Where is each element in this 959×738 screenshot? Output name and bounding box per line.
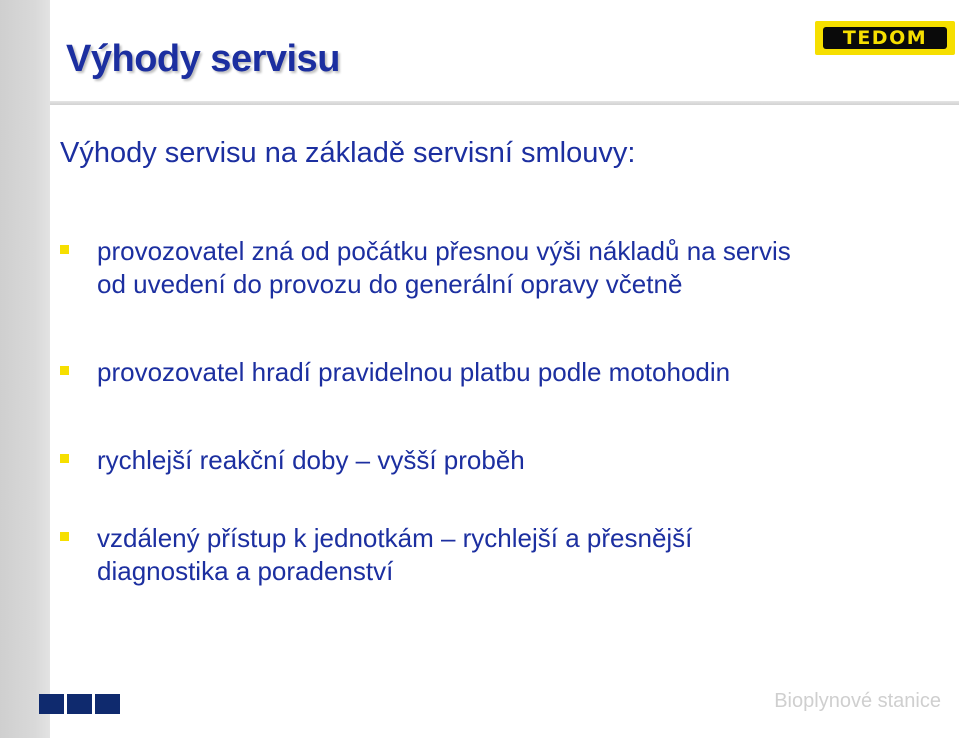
footer-square-icon	[39, 694, 64, 714]
square-bullet-icon	[60, 532, 69, 541]
footer-squares-decoration	[39, 694, 120, 714]
bullet-text: provozovatel zná od počátku přesnou výši nákladů na servis od uvedení do provozu do generální opravy včetně	[97, 236, 791, 299]
logo-text: TEDOM	[823, 27, 947, 49]
title-divider	[50, 101, 959, 105]
slide-subtitle: Výhody servisu na základě servisní smlouvy:	[60, 137, 636, 169]
footer-square-icon	[67, 694, 92, 714]
bullet-text: rychlejší reakční doby – vyšší proběh	[97, 445, 525, 475]
footer-square-icon	[95, 694, 120, 714]
page-title: Výhody servisu	[66, 38, 340, 80]
footer-label: Bioplynové stanice	[774, 690, 941, 712]
square-bullet-icon	[60, 366, 69, 375]
square-bullet-icon	[60, 245, 69, 254]
left-side-strip	[0, 0, 50, 738]
bullet-text: provozovatel hradí pravidelnou platbu podle motohodin	[97, 357, 731, 387]
square-bullet-icon	[60, 454, 69, 463]
bullet-text: vzdálený přístup k jednotkám – rychlejší a přesnější diagnostika a poradenství	[97, 523, 693, 586]
tedom-logo	[815, 21, 955, 55]
